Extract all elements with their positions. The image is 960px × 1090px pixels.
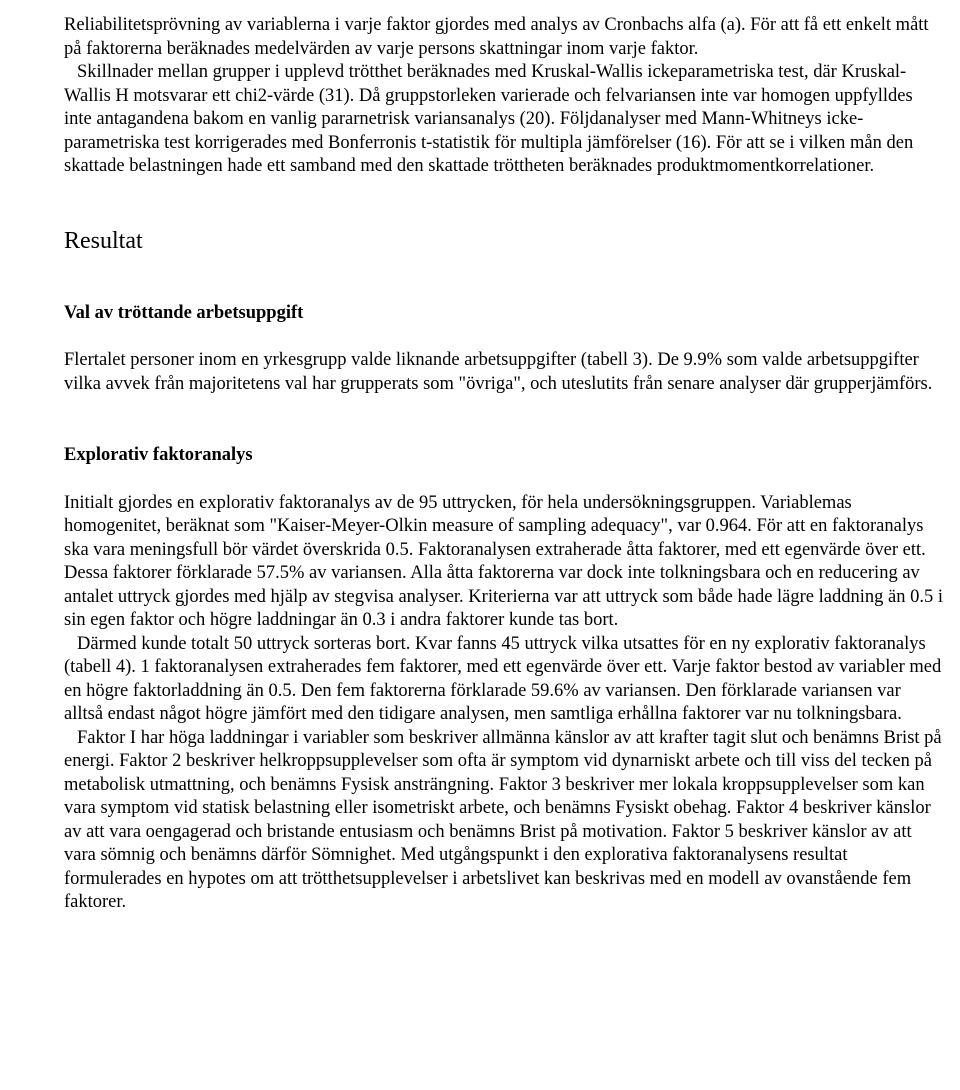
document-page xyxy=(64,14,944,915)
factor-analysis-paragraph-initial: Initialt gjordes en explorativ faktoranalys av de 95 uttrycken, för hela undersökningsgruppen. Variablemas homogenitet, beräknat som "Kaiser-Meyer-Olkin measure of sampling adequacy", var 0.964. För att en faktoranalys ska vara meningsfull bör värdet överskrida 0.5. Faktoranalysen extraherade åtta faktorer, med ett egenvärde över ett. Dessa faktorer förklarade 57.5% av variansen. Alla åtta faktorerna var dock inte tolkningsbara och en reducering av antalet uttryck gjordes med hjälp av stegvisa analyser. Kriterierna var att uttryck som både hade lägre laddning än 0.5 i sin egen faktor och högre laddningar än 0.3 i andra faktorer kunde tas bort. xyxy=(64,492,943,630)
task-choice-paragraph: Flertalet personer inom en yrkesgrupp valde liknande arbetsuppgifter (tabell 3). De 9.9% som valde arbetsuppgifter vilka avvek från majoritetens val har grupperats som "övriga", och uteslutits från senare analyser där grupperjämförs. xyxy=(64,350,933,394)
factor-analysis-paragraph-reduced: Därmed kunde totalt 50 uttryck sorteras bort. Kvar fanns 45 uttryck vilka utsattes för en ny explorativ faktoranalys (tabell 4). 1 faktoranalysen extraherades fem faktorer, med ett egenvärde över ett. Varje faktor bestod av variabler med en högre faktorladdning än 0.5. Den fem faktorerna förklarade 59.6% av variansen. Den förklarade variansen var alltså endast något högre jämfört med den tidigare analysen, men samtliga erhållna faktorer var nu tolkningsbara. xyxy=(64,633,942,724)
method-paragraph-group-differences: Skillnader mellan grupper i upplevd trötthet beräknades med Kruskal-Wallis ickeparametriska test, där Kruskal-Wallis H motsvarar ett chi2-värde (31). Då gruppstorleken varierade och felvariansen inte var homogen uppfylldes inte antagandena bakom en vanlig pararnetrisk variansanalys (20). Följdanalyser med Mann-Whitneys icke-parametriska test korrigerades med Bonferronis t-statistik för multipla jämförelser (16). För att se i vilken mån den skattade belastningen hade ett samband med den skattade tröttheten beräknades produktmomentkorrelationer. xyxy=(64,62,914,176)
results-heading: Resultat xyxy=(64,227,143,254)
factor-analysis-paragraph-factors: Faktor I har höga laddningar i variabler som beskriver allmänna känslor av att krafter tagit slut och benämns Brist på energi. Faktor 2 beskriver helkroppsupplevelser som ofta är symptom vid dynarniskt arbete och till viss del tecken på metabolisk utmattning, och benämns Fysisk ansträngning. Faktor 3 beskriver mer lokala kroppsupplevelser som kan vara symptom vid statisk belastning eller isometriskt arbete, och benämns Fysiskt obehag. Faktor 4 beskriver känslor av att vara oengagerad och bristande entusiasm och benämns Brist på motivation. Faktor 5 beskriver känslor av att vara sömnig och benämns därför Sömnighet. Med utgångspunkt i den explorativa faktoranalysens resultat formulerades en hypotes om att trötthetsupplevelser i arbetslivet kan beskrivas med en modell av ovanstående fem faktorer. xyxy=(64,727,942,912)
factor-analysis-heading: Explorativ faktoranalys xyxy=(64,445,253,465)
task-choice-heading: Val av tröttande arbetsuppgift xyxy=(64,302,304,323)
method-paragraph-reliability: Reliabilitetsprövning av variablerna i varje faktor gjordes med analys av Cronbachs alfa (a). För att få ett enkelt mått på faktorerna beräknades medelvärden av varje persons skattningar inom varje faktor. xyxy=(64,15,929,59)
